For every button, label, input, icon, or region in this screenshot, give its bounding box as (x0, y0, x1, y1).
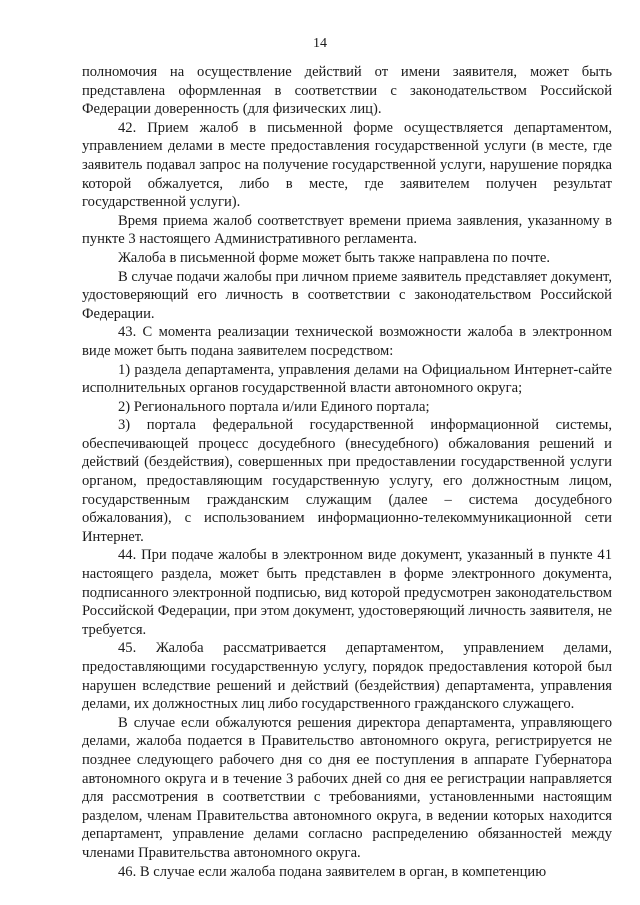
page-number: 14 (313, 36, 327, 51)
paragraph-45: 45. Жалоба рассматривается департаментом, управлением делами, предоставляющими государственную услугу, порядок предоставления которой был нарушен вследствие решений и действий (бездействия) департамента, управления делами, их должностных лиц либо государственного гражданского служащего. (82, 640, 612, 713)
paragraph-43: 43. С момента реализации технической возможности жалоба в электронном виде может быть подана заявителем посредством: (82, 324, 612, 359)
paragraph-reception-time: Время приема жалоб соответствует времени приема заявления, указанному в пункте 3 настоящего Административного регламента. (82, 212, 612, 248)
paragraph-46: 46. В случае если жалоба подана заявителем в орган, в компетенцию (118, 863, 547, 880)
paragraph-continuation: полномочия на осуществление действий от имени заявителя, может быть представлена оформленная в соответствии с законодательством Российской Федерации доверенность (для физических лиц). (82, 64, 612, 118)
list-item-3: 3) портала федеральной государственной информационной системы, обеспечивающей процесс досудебного (внесудебного) обжалования решений и действий (бездействия), совершенных при предоставлении государственной услуги органом, предоставляющим государственную услугу, его должностным лицом, государственным гражданским служащим (далее – система досудебного обжалования), с использованием информационно-телекоммуникационной сети Интернет. (82, 417, 612, 545)
paragraph-director-complaints: В случае если обжалуются решения директора департамента, управляющего делами, жалоба подается в Правительство автономного округа, регистрируется не позднее следующего рабочего дня со дня ее поступления в аппарате Губернатора автономного округа и в течение 3 рабочих дней со дня ее регистрации направляется для рассмотрения в соответствии с требованиями, установленными настоящим разделом, членам Правительства автономного округа, в ведении которых находится департамент, управление делами согласно распределению обязанностей между членами Правительства автономного округа. (82, 714, 612, 861)
document-body (82, 63, 612, 881)
paragraph-42: 42. Прием жалоб в письменной форме осуществляется департаментом, управлением делами в месте предоставления государственной услуги (в месте, где заявитель подавал запрос на получение государственной услуги, нарушение порядка которой обжалуется, либо в месте, где заявителем получен результат государственной услуги). (82, 119, 612, 211)
paragraph-personal-reception: В случае подачи жалобы при личном приеме заявитель представляет документ, удостоверяющий его личность в соответствии с законодательством Российской Федерации. (82, 268, 612, 322)
paragraph-44: 44. При подаче жалобы в электронном виде документ, указанный в пункте 41 настоящего раздела, может быть представлен в форме электронного документа, подписанного электронной подписью, вид которой предусмотрен законодательством Российской Федерации, при этом документ, удостоверяющий личность заявителя, не требуется. (82, 547, 612, 638)
list-item-1: 1) раздела департамента, управления делами на Официальном Интернет-сайте исполнительных органов государственной власти автономного округа; (82, 361, 612, 397)
list-item-2: 2) Регионального портала и/или Единого портала; (118, 398, 430, 415)
paragraph-mail: Жалоба в письменной форме может быть также направлена по почте. (118, 249, 551, 266)
